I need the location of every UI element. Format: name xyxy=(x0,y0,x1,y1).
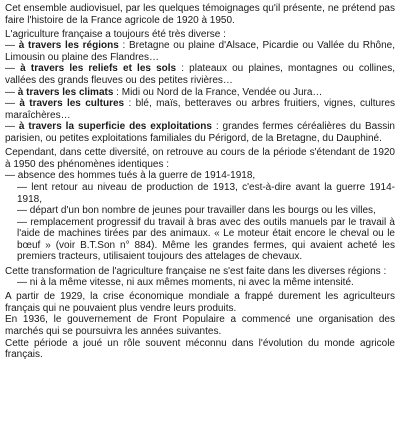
item-lead: à travers les cultures xyxy=(19,98,125,110)
transformation-section xyxy=(5,266,395,289)
item-text: : plateaux ou plaines, montagnes ou collines, vallées des grands fleuves ou des petites rivières… xyxy=(5,63,396,87)
transformation-heading: Cette transformation de l'agriculture française ne s'est faite dans les diverses régions : xyxy=(5,265,387,277)
item-dash: — xyxy=(5,86,18,98)
item-lead: à travers les régions xyxy=(18,40,119,52)
item-dash: — xyxy=(5,63,21,75)
item-lead: à travers les climats xyxy=(17,86,114,98)
diversity-heading: L'agriculture française a toujours été très diverse : xyxy=(5,28,226,40)
phenomena-item-depart: — départ d'un bon nombre de jeunes pour travailler dans les bourgs ou les villes, xyxy=(17,205,376,217)
front-populaire-paragraph: En 1936, le gouvernement de Front Populaire a commencé une organisation des marchés qui se poursuivra les années suivantes. xyxy=(5,314,395,338)
item-lead: à travers les reliefs et les sols xyxy=(20,63,177,75)
item-text: : Midi ou Nord de la France, Vendée ou Jura… xyxy=(113,86,323,98)
diversity-item-superficie xyxy=(5,121,395,144)
diversity-item-climats xyxy=(5,87,395,99)
item-dash: — xyxy=(5,40,19,52)
item-lead: à travers la superficie des exploitations xyxy=(18,121,212,133)
phenomena-item-absence: — absence des hommes tués à la guerre de 1914-1918, xyxy=(5,170,256,182)
item-text: : grandes fermes céréalières du Bassin parisien, ou petites exploitations familiales du Périgord, de la Bretagne, du Dauphiné. xyxy=(5,121,395,145)
item-dash: — xyxy=(5,98,20,110)
conclusion-paragraph: Cette période a joué un rôle souvent méconnu dans l'évolution du monde agricole français. xyxy=(5,337,395,361)
diversity-section xyxy=(5,29,395,145)
intro-paragraph: Cet ensemble audiovisuel, par les quelques témoignages qu'il présente, ne prétend pas faire l'histoire de la France agricole de 1920 à 1950. xyxy=(5,3,395,26)
phenomena-item-retour: — lent retour au niveau de production de 1913, c'est-à-dire avant la guerre 1914-1918, xyxy=(17,181,395,205)
diversity-item-cultures xyxy=(5,98,395,121)
transformation-item: — ni à la même vitesse, ni aux mêmes moments, ni avec la même intensité. xyxy=(17,277,354,289)
diversity-item-reliefs xyxy=(5,63,395,86)
crisis-paragraph: A partir de 1929, la crise économique mondiale a frappé durement les agriculteurs français qui ne pouvaient plus vendre leurs produits. xyxy=(5,291,395,314)
item-text: : blé, maïs, betteraves ou arbres fruitiers, vignes, cultures maraîchères… xyxy=(5,98,396,121)
phenomena-section xyxy=(5,147,395,263)
item-text: : Bretagne ou plaine d'Alsace, Picardie ou Vallée du Rhône, Limousin ou plaine des Flandres… xyxy=(5,40,396,63)
diversity-item-regions xyxy=(5,40,395,63)
phenomena-heading: Cependant, dans cette diversité, on retrouve au cours de la période s'étendant de 1920 à 1950 des phénomènes identiques : xyxy=(5,147,395,170)
item-dash: — xyxy=(5,121,19,133)
phenomena-item-remplacement: — remplacement progressif du travail à bras avec des outils manuels par le travail à l'aide de machines tirées par des animaux. « Le moteur était encore le cheval ou le bœuf » (voir B.T.Son n° 884). Même les grandes fermes, qui avaient acheté les premiers tracteurs, utilisaient toujours des attelages de chevaux. xyxy=(17,216,395,263)
